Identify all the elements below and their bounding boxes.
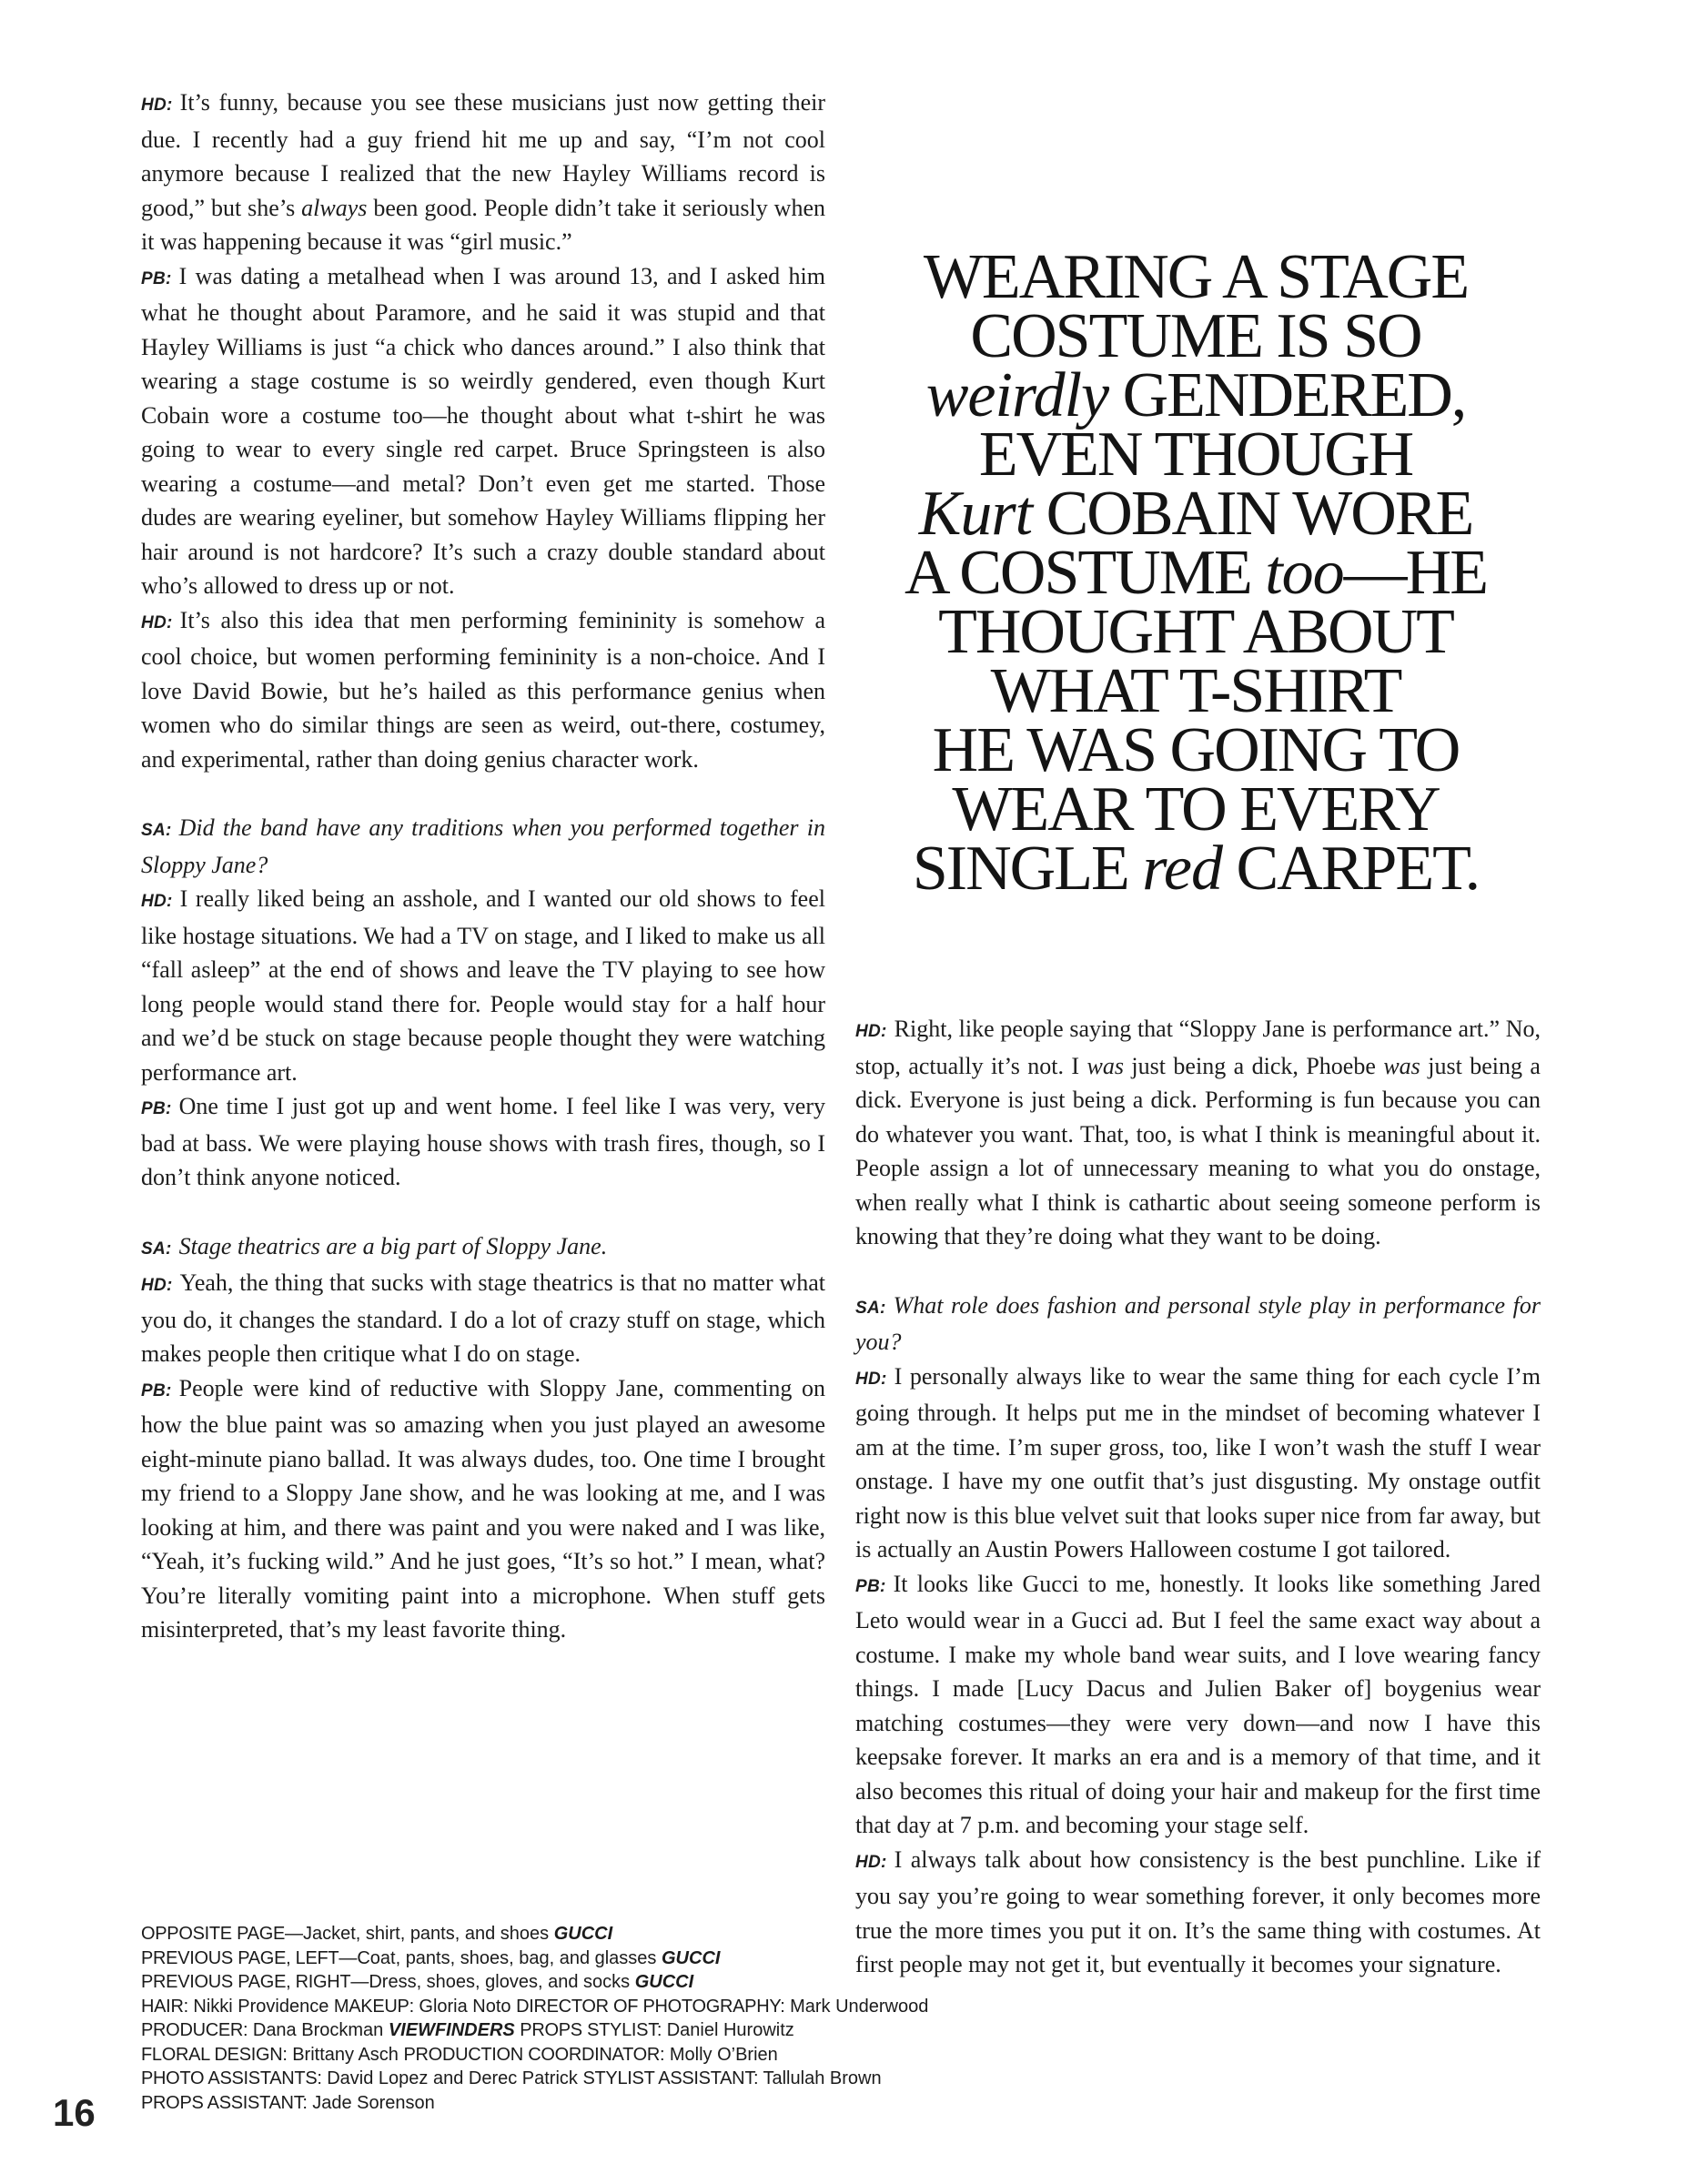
credit-label: PRODUCER: bbox=[141, 2020, 248, 2040]
credit-line bbox=[141, 2018, 896, 2043]
text-run: One time I just got up and went home. I feel like I was very, very bad at bass. We were playing house shows with trash fires, though, so I don’t think anyone noticed. bbox=[141, 1093, 825, 1190]
speaker-label: SA: bbox=[141, 1239, 172, 1259]
speaker-label: PB: bbox=[855, 1576, 886, 1596]
speaker-label: SA: bbox=[855, 1298, 886, 1318]
text-run: been good. People didn’t take it seriously when it was happening because it was “girl music.” bbox=[141, 194, 826, 255]
text-run: Jade Sorenson bbox=[307, 2092, 435, 2113]
text-run: Nikki Providence bbox=[187, 1996, 334, 2017]
pull-quote-line bbox=[844, 656, 1547, 726]
interview-question bbox=[141, 811, 825, 882]
credit-line bbox=[141, 1922, 896, 1946]
speaker-label: HD: bbox=[855, 1369, 887, 1389]
credit-label: STYLIST ASSISTANT: bbox=[582, 2068, 759, 2088]
credit-label: PROPS ASSISTANT: bbox=[141, 2092, 308, 2113]
speaker-label: PB: bbox=[141, 1380, 172, 1400]
speaker-label: HD: bbox=[855, 1022, 887, 1041]
text-run: COSTUME IS SO bbox=[970, 301, 1421, 371]
text-run: What role does fashion and personal style play in performance for you? bbox=[855, 1291, 1541, 1355]
text-run: It’s funny, because you see these musicians just now getting their due. I recently had a guy friend hit me up and say, “I’m not cool anymore because I realized that the new Hayley Williams record is good,” but she’s bbox=[141, 89, 825, 221]
text-run: Molly O’Brien bbox=[664, 2044, 778, 2065]
text-run: It’s also this idea that men performing femininity is somehow a cool choice, but women performing femininity is a non-choice. And I love David Bowie, but he’s hailed as this performance genius when women who do similar things are seen as weird, out-there, costumey, and experimental, rather than doing genius character work. bbox=[141, 606, 825, 773]
credit-line bbox=[141, 1946, 896, 1971]
italic-text-run: Kurt bbox=[918, 479, 1033, 549]
italic-text-run: red bbox=[1142, 834, 1222, 904]
credit-label: DIRECTOR OF PHOTOGRAPHY: bbox=[516, 1996, 785, 2017]
interview-answer bbox=[855, 1843, 1541, 1982]
speaker-label: SA: bbox=[141, 821, 172, 840]
text-run: It looks like Gucci to me, honestly. It looks like something Jared Leto would wear in a Gucci ad. But I feel the same exact way about a costume. I make my whole band wear suits, and I love wearing fancy things. I made [Lucy Dacus and Julien Baker of] boygenius wear matching costumes—they were very down—and now I have this keepsake forever. It marks an era and is a memory of that time, and it also becomes this ritual of doing your hair and makeup for the first time that day at 7 p.m. and becoming your stage self. bbox=[855, 1570, 1541, 1838]
credit-line bbox=[141, 1970, 896, 1995]
credit-brand: VIEWFINDERS bbox=[388, 2020, 515, 2040]
text-run: Dana Brockman bbox=[248, 2020, 389, 2040]
text-run: A COSTUME bbox=[905, 538, 1266, 608]
credit-brand: GUCCI bbox=[553, 1924, 613, 1944]
speaker-label: HD: bbox=[141, 892, 173, 911]
text-run: EVEN THOUGH bbox=[978, 420, 1413, 490]
pull-quote-line bbox=[844, 242, 1547, 312]
text-run: Yeah, the thing that sucks with stage theatrics is that no matter what you do, it changes the standard. I do a lot of crazy stuff on stage, which makes people then critique what I do on stage. bbox=[141, 1269, 825, 1367]
text-run: Gloria Noto bbox=[413, 1996, 517, 2017]
page-number: 16 bbox=[53, 2091, 96, 2134]
italic-text-run: was bbox=[1383, 1052, 1420, 1079]
italic-text-run: was bbox=[1086, 1052, 1124, 1079]
right-text-column bbox=[855, 1012, 1541, 1982]
pull-quote-line bbox=[844, 420, 1547, 490]
credit-label: PRODUCTION COORDINATOR: bbox=[403, 2044, 665, 2065]
pull-quote-line bbox=[844, 834, 1547, 904]
credit-brand: GUCCI bbox=[662, 1947, 721, 1968]
credit-label: PREVIOUS PAGE, LEFT bbox=[141, 1947, 339, 1968]
credit-label: FLORAL DESIGN: bbox=[141, 2044, 288, 2065]
text-run: Daniel Hurowitz bbox=[662, 2020, 794, 2040]
text-run: I was dating a metalhead when I was around 13, and I asked him what he thought about Paramore, and he said it was stupid and that Hayley Williams is just “a chick who dances around.” I also think that wearing a stage costume is so weirdly gendered, even though Kurt Cobain wore a costume too—he thought about what t-shirt he was going to wear to every single red carpet. Bruce Springsteen is also wearing a costume—and metal? Don’t even get me started. Those dudes are wearing eyeliner, but somehow Hayley Williams flipping her hair around is not hardcore? It’s such a crazy double standard about who’s allowed to dress up or not. bbox=[141, 262, 825, 599]
text-run: WEAR TO EVERY bbox=[952, 774, 1440, 844]
speaker-label: PB: bbox=[141, 268, 172, 288]
italic-text-run: always bbox=[301, 194, 368, 221]
text-run: WEARING A STAGE bbox=[923, 242, 1469, 312]
text-run: David Lopez and Derec Patrick bbox=[321, 2068, 583, 2088]
pull-quote-line bbox=[844, 360, 1547, 430]
credit-line bbox=[141, 1995, 929, 2019]
text-run: HE WAS GOING TO bbox=[932, 715, 1460, 785]
text-run: People were kind of reductive with Sloppy Jane, commenting on how the blue paint was so amazing when you just played an awesome eight-minute piano ballad. It was always dudes, too. One time I brought my friend to a Sloppy Jane show, and he was looking at me, and I was looking at him, and there was paint and you were naked and I was like, “Yeah, it’s fucking wild.” And he just goes, “It’s so hot.” I mean, what? You’re literally vomiting paint into a microphone. When stuff gets misinterpreted, that’s my least favorite thing. bbox=[141, 1374, 825, 1643]
interview-answer bbox=[141, 1089, 825, 1195]
italic-text-run: too bbox=[1265, 538, 1344, 608]
text-run: CARPET. bbox=[1221, 834, 1480, 904]
interview-answer bbox=[141, 882, 825, 1089]
text-run: I really liked being an asshole, and I wanted our old shows to feel like hostage situations. We had a TV on stage, and I liked to make us all “fall asleep” at the end of shows and leave the TV playing to see how long people would stand there for. People would stay for a half hour and we’d be stuck on stage because people thought they were watching performance art. bbox=[141, 885, 825, 1086]
text-run: just being a dick. Everyone is just being a dick. Performing is fun because you can do whatever you want. That, too, is what I think is meaningful about it. People assign a lot of unnecessary meaning to what you do onstage, when really what I think is cathartic about seeing someone perform is knowing that they’re doing what they want to be doing. bbox=[855, 1052, 1541, 1249]
text-run: —Coat, pants, shoes, bag, and glasses bbox=[339, 1947, 662, 1968]
credit-line bbox=[141, 2091, 896, 2116]
pull-quote-line bbox=[844, 301, 1547, 371]
credits-block bbox=[141, 1922, 929, 2115]
text-run: Tallulah Brown bbox=[758, 2068, 882, 2088]
pull-quote-line bbox=[844, 479, 1547, 549]
credit-label: HAIR: bbox=[141, 1996, 188, 2017]
interview-answer bbox=[855, 1360, 1541, 1567]
credit-label: PREVIOUS PAGE, RIGHT bbox=[141, 1972, 351, 1992]
speaker-label: HD: bbox=[141, 1276, 173, 1295]
interview-answer bbox=[141, 603, 825, 777]
italic-text-run: weirdly bbox=[925, 360, 1109, 430]
interview-question bbox=[141, 1229, 825, 1267]
text-run: —HE bbox=[1343, 538, 1487, 608]
credit-label: OPPOSITE PAGE bbox=[141, 1924, 285, 1944]
interview-answer bbox=[855, 1012, 1541, 1254]
text-run: GENDERED, bbox=[1108, 360, 1466, 430]
pull-quote-line bbox=[844, 597, 1547, 667]
text-run: I always talk about how consistency is the best punchline. Like if you say you’re going to wear something forever, it only becomes more true the more times you put it on. It’s the same thing with costumes. At first people may not get it, but eventually it becomes your signature. bbox=[855, 1845, 1541, 1977]
pull-quote-line bbox=[844, 774, 1547, 844]
interview-answer bbox=[141, 1371, 825, 1647]
speaker-label: HD: bbox=[141, 612, 173, 632]
credit-brand: GUCCI bbox=[634, 1972, 694, 1992]
pull-quote bbox=[844, 242, 1547, 904]
text-run: Stage theatrics are a big part of Sloppy Jane. bbox=[178, 1232, 608, 1259]
credit-line bbox=[141, 2043, 896, 2068]
interview-question bbox=[855, 1289, 1541, 1360]
text-run: WHAT T-SHIRT bbox=[990, 656, 1401, 726]
credit-label: PROPS STYLIST: bbox=[520, 2020, 662, 2040]
pull-quote-line bbox=[844, 715, 1547, 785]
text-run: Right, like people saying that “Sloppy Jane is performance art.” No, stop, actually it’s not. I bbox=[855, 1016, 1541, 1079]
text-run: —Dress, shoes, gloves, and socks bbox=[350, 1972, 635, 1992]
interview-answer bbox=[141, 1266, 825, 1371]
text-run: I personally always like to wear the same thing for each cycle I’m going through. It helps put me in the mindset of becoming whatever I am at the time. I’m super gross, too, like I won’t wash the stuff I wear onstage. I have my one outfit that’s just disgusting. My onstage outfit right now is this blue velvet suit that looks super nice from far away, but is actually an Austin Powers Halloween costume I got tailored. bbox=[855, 1362, 1541, 1562]
credit-label: MAKEUP: bbox=[333, 1996, 414, 2017]
interview-answer bbox=[855, 1567, 1541, 1843]
interview-answer bbox=[141, 86, 825, 259]
text-run: Brittany Asch bbox=[287, 2044, 404, 2065]
credit-label: PHOTO ASSISTANTS: bbox=[141, 2068, 322, 2088]
text-run: SINGLE bbox=[912, 834, 1143, 904]
left-text-column bbox=[141, 86, 825, 1647]
speaker-label: HD: bbox=[141, 96, 173, 115]
text-run: THOUGHT ABOUT bbox=[938, 597, 1453, 667]
credit-line bbox=[141, 2067, 896, 2091]
interview-answer bbox=[141, 259, 825, 603]
text-run: COBAIN WORE bbox=[1032, 479, 1473, 549]
text-run: Did the band have any traditions when you performed together in Sloppy Jane? bbox=[141, 814, 825, 878]
pull-quote-line bbox=[844, 538, 1547, 608]
text-run: —Jacket, shirt, pants, and shoes bbox=[285, 1924, 554, 1944]
speaker-label: PB: bbox=[141, 1099, 172, 1118]
speaker-label: HD: bbox=[855, 1852, 887, 1872]
text-run: Mark Underwood bbox=[784, 1996, 929, 2017]
text-run: just being a dick, Phoebe bbox=[1123, 1052, 1384, 1079]
